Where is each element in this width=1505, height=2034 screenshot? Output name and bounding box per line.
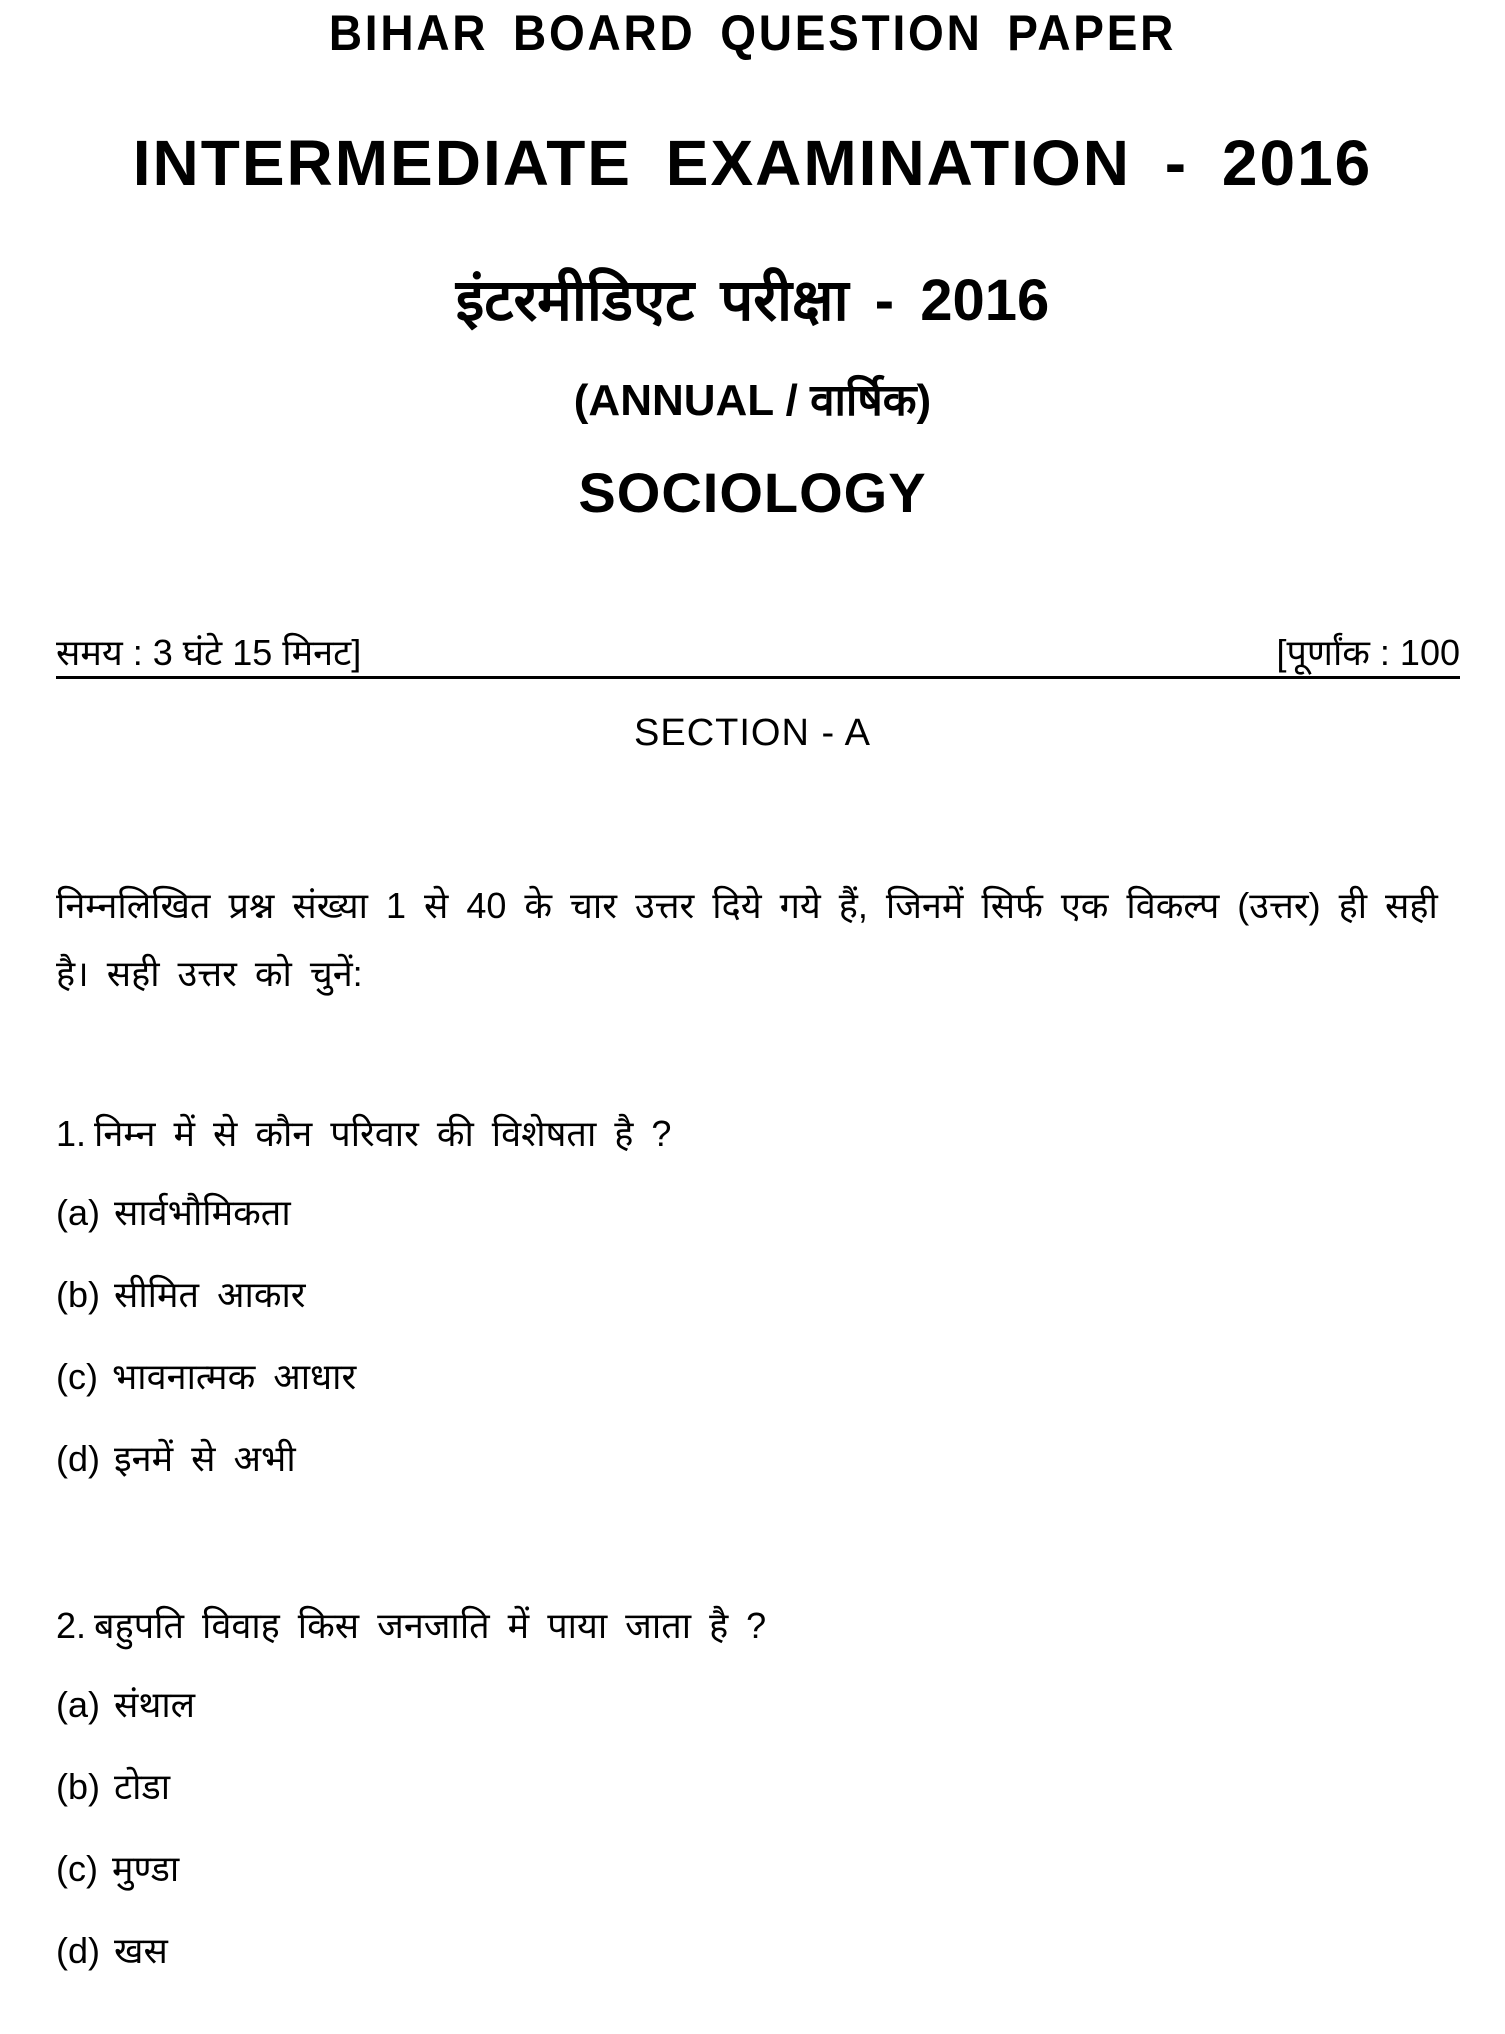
section-instructions: निम्नलिखित प्रश्न संख्या 1 से 40 के चार उत्तर दिये गये हैं, जिनमें सिर्फ एक विकल्प (उत्तर) ही सही है। सही उत्तर को चुनें: — [56, 885, 1438, 994]
question-number: 1. — [56, 1113, 87, 1154]
options-list — [56, 1172, 671, 1500]
board-title: BIHAR BOARD QUESTION PAPER — [328, 5, 1177, 61]
question-text — [56, 1108, 671, 1160]
option-label: (d) — [56, 1930, 100, 1971]
option-c — [56, 1336, 671, 1418]
option-a — [56, 1664, 766, 1746]
question-1 — [56, 1108, 671, 1500]
option-text: खस — [114, 1930, 168, 1971]
option-label: (a) — [56, 1684, 100, 1725]
options-list — [56, 1664, 766, 1992]
option-b — [56, 1746, 766, 1828]
question-body: बहुपति विवाह किस जनजाति में पाया जाता है ? — [94, 1605, 767, 1646]
full-marks: [पूर्णांक : 100 — [1276, 632, 1460, 673]
option-label: (d) — [56, 1438, 100, 1479]
option-text: भावनात्मक आधार — [111, 1356, 357, 1397]
section-title: SECTION - A — [634, 712, 871, 754]
time-allowed: समय : 3 घंटे 15 मिनट] — [56, 632, 362, 673]
time-marks-row — [56, 630, 1460, 679]
question-text — [56, 1600, 766, 1652]
question-number: 2. — [56, 1605, 87, 1646]
exam-title-hindi: इंटरमीडिएट परीक्षा - 2016 — [455, 268, 1050, 333]
option-label: (a) — [56, 1192, 100, 1233]
option-text: संथाल — [114, 1684, 196, 1725]
subject-title: SOCIOLOGY — [578, 461, 927, 524]
option-d — [56, 1418, 671, 1500]
option-label: (c) — [56, 1848, 98, 1889]
option-c — [56, 1828, 766, 1910]
option-label: (c) — [56, 1356, 98, 1397]
option-d — [56, 1910, 766, 1992]
option-text: टोडा — [114, 1766, 171, 1807]
option-text: इनमें से अभी — [114, 1438, 296, 1479]
question-body: निम्न में से कौन परिवार की विशेषता है ? — [94, 1113, 672, 1154]
option-label: (b) — [56, 1274, 100, 1315]
option-text: सीमित आकार — [114, 1274, 306, 1315]
question-2 — [56, 1600, 766, 1992]
exam-type: (ANNUAL / वार्षिक) — [573, 376, 932, 425]
option-b — [56, 1254, 671, 1336]
option-text: सार्वभौमिकता — [114, 1192, 291, 1233]
option-text: मुण्डा — [111, 1848, 180, 1889]
exam-title: INTERMEDIATE EXAMINATION - 2016 — [132, 127, 1373, 199]
option-a — [56, 1172, 671, 1254]
option-label: (b) — [56, 1766, 100, 1807]
